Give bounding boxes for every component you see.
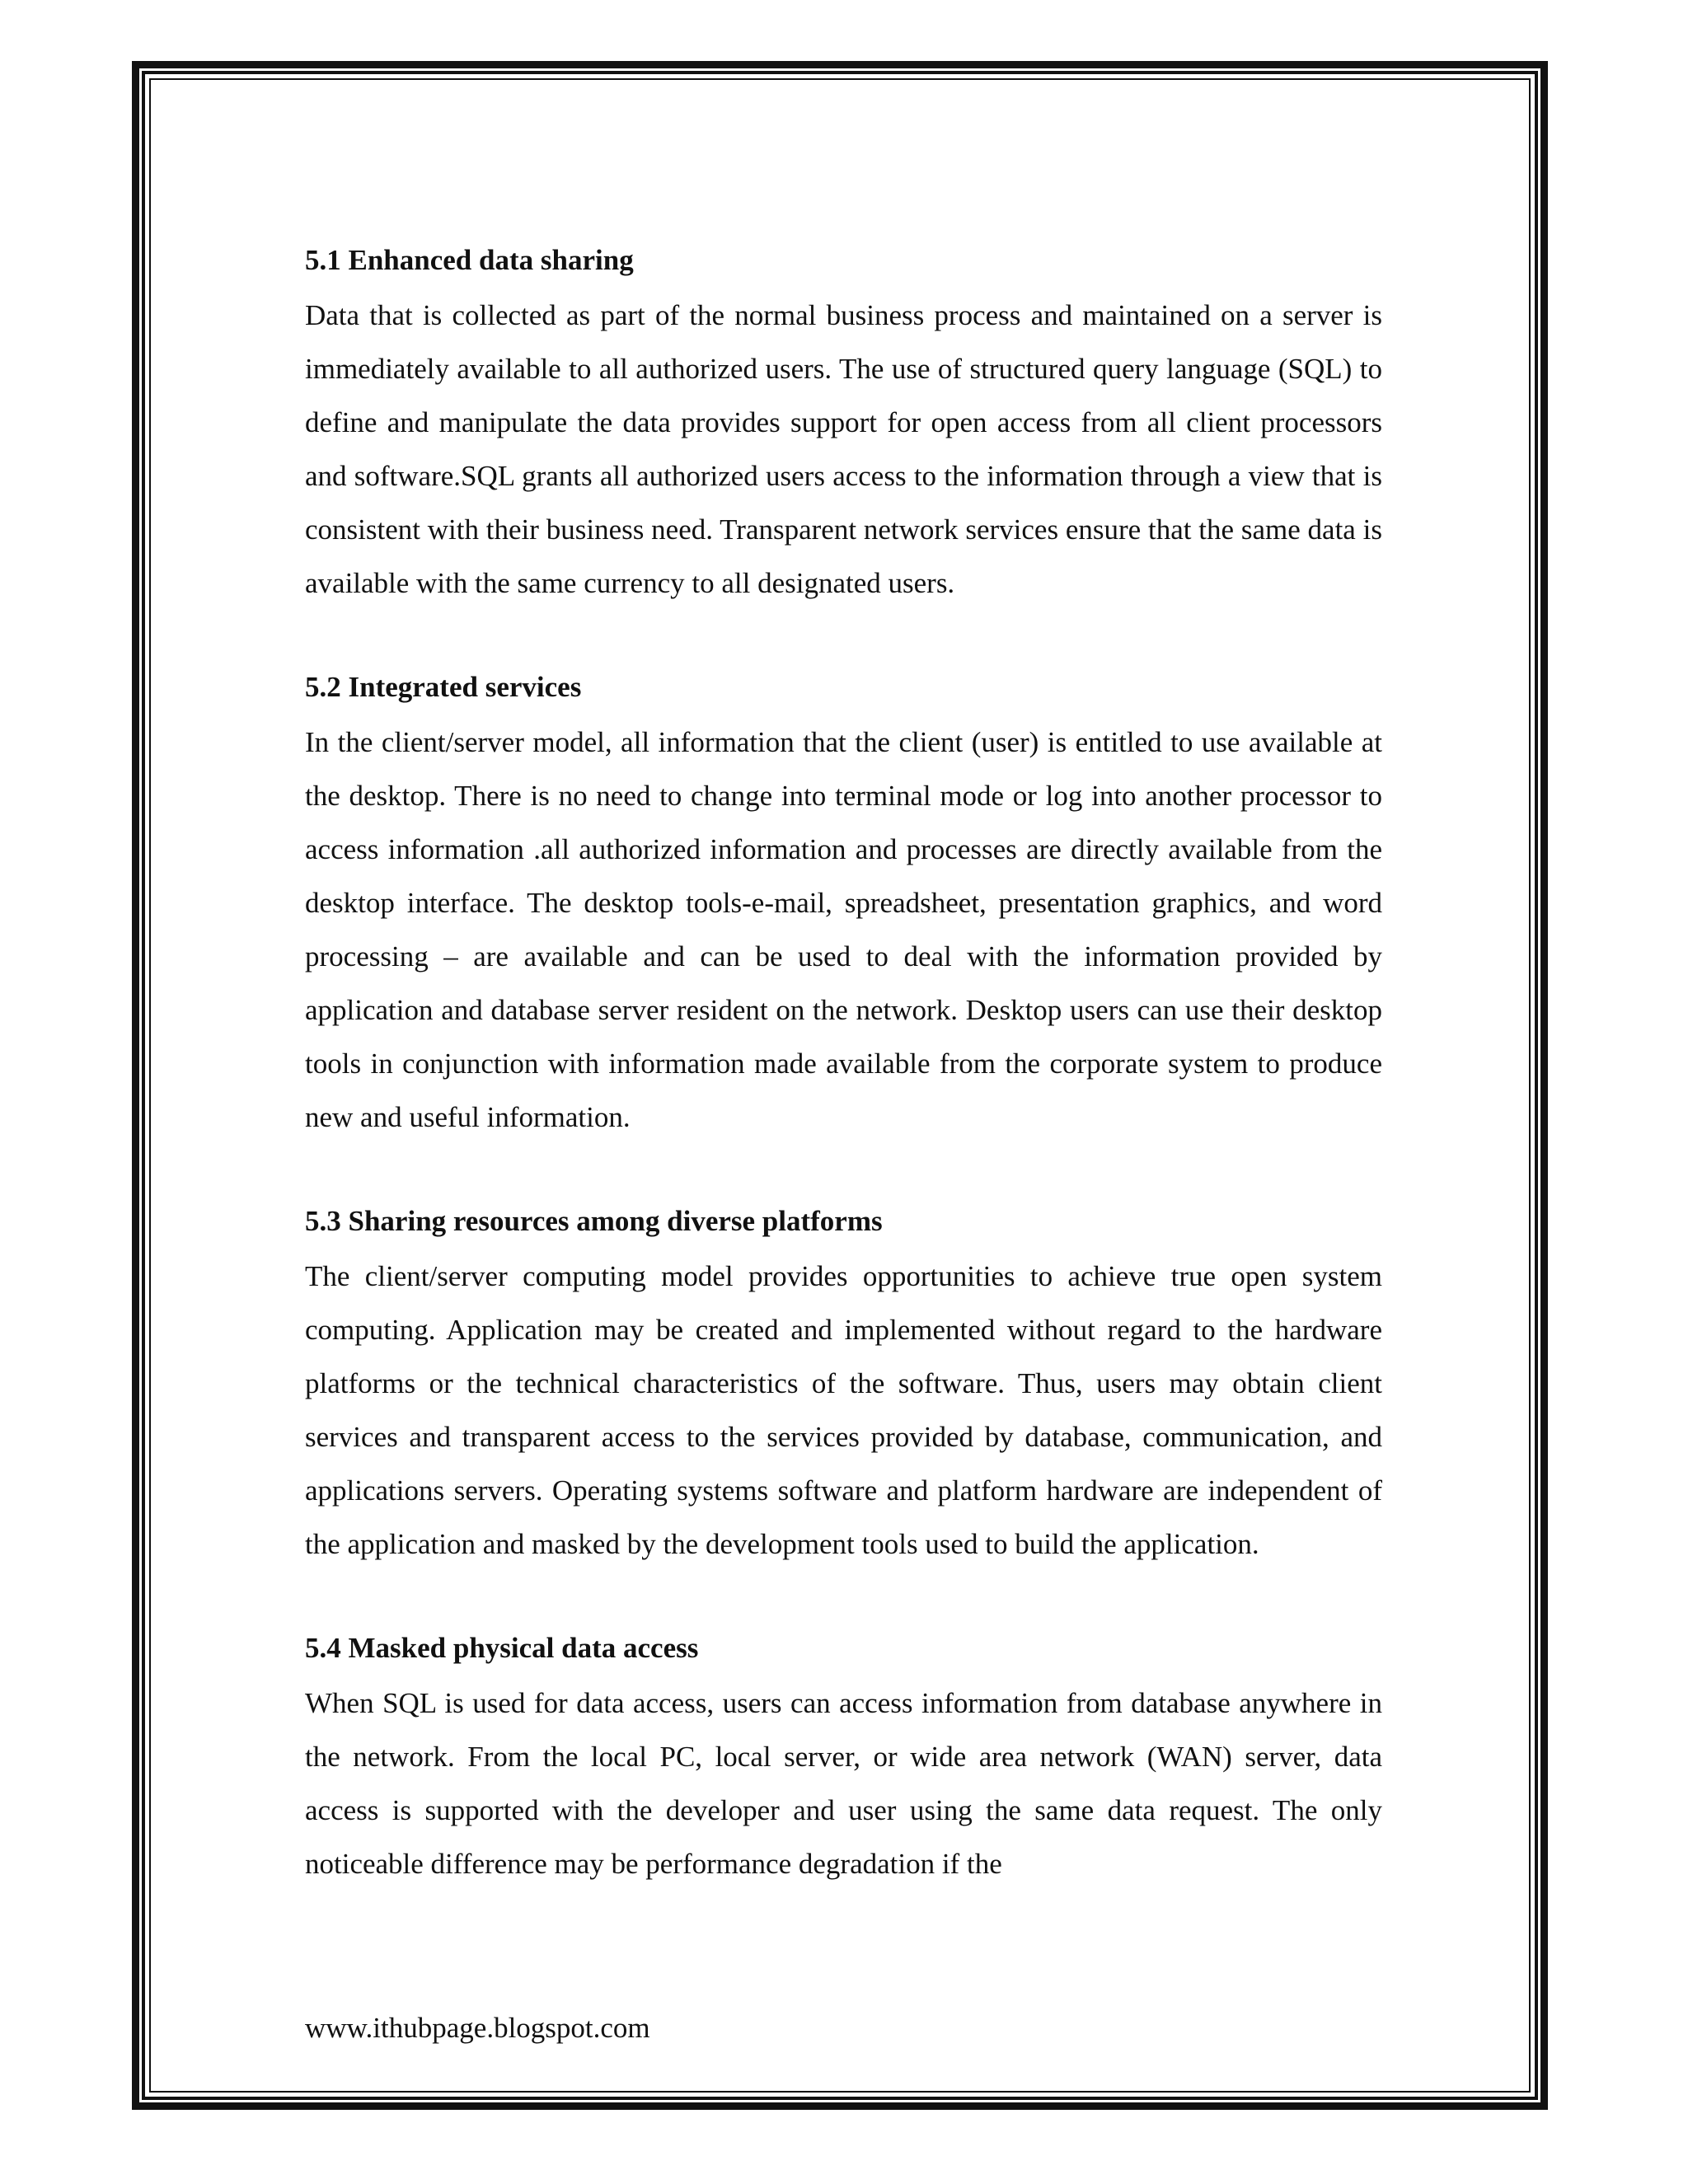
section-integrated-services <box>305 663 1382 1144</box>
section-paragraph: The client/server computing model provides opportunities to achieve true open system computing. Application may be created and implemented without regard to the hardware platforms or the technical characteristics of the software. Thus, users may obtain client services and transparent access to the services provided by database, communication, and applications servers. Operating systems software and platform hardware are independent of the application and masked by the development tools used to build the application. <box>305 1260 1382 1560</box>
document-body <box>305 236 1382 1891</box>
section-heading: 5.2 Integrated services <box>305 671 582 703</box>
section-heading: 5.3 Sharing resources among diverse platforms <box>305 1205 883 1237</box>
section-masked-physical-data-access <box>305 1624 1382 1891</box>
footer-url: www.ithubpage.blogspot.com <box>305 2012 650 2044</box>
section-paragraph: Data that is collected as part of the normal business process and maintained on a server is immediately available to all authorized users. The use of structured query language (SQL) to define and manipulate the data provides support for open access from all client processors and software.SQL grants all authorized users access to the information through a view that is consistent with their business need. Transparent network services ensure that the same data is available with the same currency to all designated users. <box>305 299 1382 599</box>
section-paragraph: When SQL is used for data access, users can access information from database anywhere in the network. From the local PC, local server, or wide area network (WAN) server, data access is supported with the developer and user using the same data request. The only noticeable difference may be performance degradation if the <box>305 1687 1382 1880</box>
section-paragraph: In the client/server model, all information that the client (user) is entitled to use available at the desktop. There is no need to change into terminal mode or log into another processor to access information .all authorized information and processes are directly available from the desktop interface. The desktop tools-e-mail, spreadsheet, presentation graphics, and word processing – are available and can be used to deal with the information provided by application and database server resident on the network. Desktop users can use their desktop tools in conjunction with information made available from the corporate system to produce new and useful information. <box>305 726 1382 1133</box>
section-enhanced-data-sharing <box>305 236 1382 610</box>
section-heading: 5.4 Masked physical data access <box>305 1632 699 1664</box>
section-sharing-resources <box>305 1197 1382 1571</box>
section-heading: 5.1 Enhanced data sharing <box>305 244 634 276</box>
